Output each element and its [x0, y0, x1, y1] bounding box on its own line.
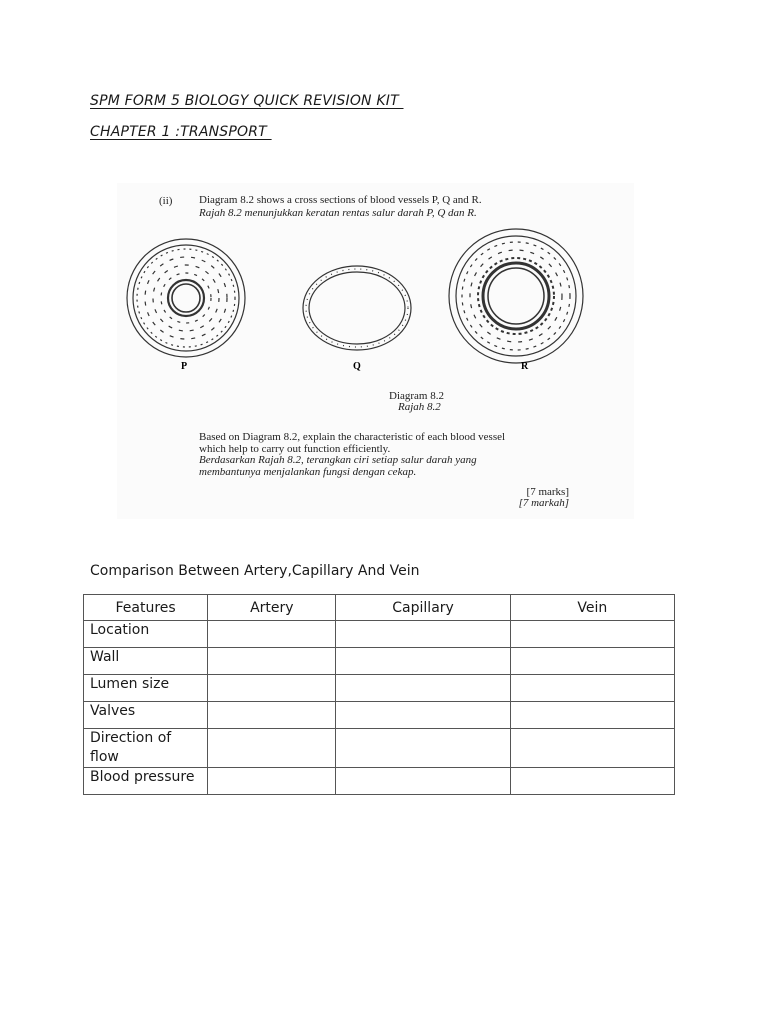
- feature-cell: Valves: [84, 702, 208, 729]
- vessel-q-cross-section: [303, 266, 411, 350]
- chapter-heading: CHAPTER 1 :TRANSPORT: [90, 124, 272, 140]
- feature-cell: Blood pressure: [84, 768, 208, 795]
- question-body-english-1: Based on Diagram 8.2, explain the characteristic of each blood vessel: [199, 431, 506, 443]
- vessel-label-p: P: [181, 361, 188, 372]
- table-header-row: [84, 595, 675, 621]
- capillary-cell[interactable]: [336, 702, 510, 729]
- artery-cell[interactable]: [208, 621, 336, 648]
- feature-cell: Location: [84, 621, 208, 648]
- document-title: SPM FORM 5 BIOLOGY QUICK REVISION KIT: [90, 93, 404, 109]
- vessel-p-cross-section: [127, 239, 245, 357]
- table-row: [84, 729, 675, 768]
- table-row: [84, 702, 675, 729]
- vein-cell[interactable]: [510, 621, 674, 648]
- vessel-label-r: R: [521, 361, 529, 372]
- capillary-cell[interactable]: [336, 729, 510, 768]
- diagram-caption-malay: Rajah 8.2: [398, 401, 441, 413]
- comparison-title: Comparison Between Artery,Capillary And Vein: [90, 563, 420, 579]
- capillary-cell[interactable]: [336, 675, 510, 702]
- question-body-english-2: which help to carry out function efficiently.: [199, 443, 391, 455]
- table-row: [84, 621, 675, 648]
- vein-cell[interactable]: [510, 729, 674, 768]
- header-capillary: Capillary: [336, 595, 510, 621]
- vessel-r-cross-section: [449, 229, 583, 363]
- table-row: [84, 768, 675, 795]
- header-features: Features: [84, 595, 208, 621]
- header-artery: Artery: [208, 595, 336, 621]
- exam-question-image: [117, 183, 634, 519]
- marks-malay: [7 markah]: [518, 497, 569, 509]
- artery-cell[interactable]: [208, 729, 336, 768]
- feature-cell: Lumen size: [84, 675, 208, 702]
- question-number: (ii): [159, 195, 173, 207]
- vein-cell[interactable]: [510, 768, 674, 795]
- artery-cell[interactable]: [208, 675, 336, 702]
- capillary-cell[interactable]: [336, 621, 510, 648]
- vessel-label-q: Q: [353, 361, 361, 372]
- artery-cell[interactable]: [208, 702, 336, 729]
- capillary-cell[interactable]: [336, 648, 510, 675]
- comparison-table: [83, 594, 675, 795]
- vein-cell[interactable]: [510, 648, 674, 675]
- table-row: [84, 648, 675, 675]
- vein-cell[interactable]: [510, 675, 674, 702]
- table-row: [84, 675, 675, 702]
- question-body-malay-2: membantunya menjalankan fungsi dengan cekap.: [199, 466, 417, 478]
- question-body-malay-1: Berdasarkan Rajah 8.2, terangkan ciri setiap salur darah yang: [199, 454, 477, 466]
- marks-english: [7 marks]: [526, 486, 569, 498]
- diagram-caption-english: Diagram 8.2: [389, 390, 444, 402]
- feature-cell: Direction of flow: [84, 729, 208, 768]
- capillary-cell[interactable]: [336, 768, 510, 795]
- artery-cell[interactable]: [208, 648, 336, 675]
- question-intro-english: Diagram 8.2 shows a cross sections of blood vessels P, Q and R.: [199, 194, 482, 206]
- artery-cell[interactable]: [208, 768, 336, 795]
- header-vein: Vein: [510, 595, 674, 621]
- vein-cell[interactable]: [510, 702, 674, 729]
- feature-cell: Wall: [84, 648, 208, 675]
- question-intro-malay: Rajah 8.2 menunjukkan keratan rentas salur darah P, Q dan R.: [199, 207, 477, 219]
